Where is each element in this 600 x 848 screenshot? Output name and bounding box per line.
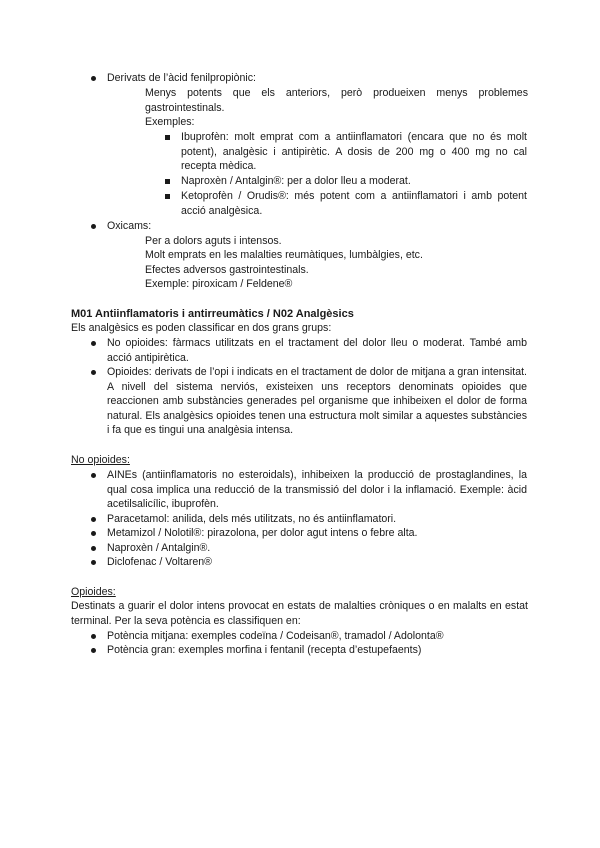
bullet-dot <box>91 517 96 522</box>
bullet-dot <box>91 560 96 565</box>
no-opioides-title: No opioides: <box>71 454 130 466</box>
bullet-dot <box>91 370 96 375</box>
bullet-dot <box>91 341 96 346</box>
square-bullet <box>165 135 170 140</box>
fenil-title: Derivats de l’àcid fenilpropiònic: <box>107 72 256 84</box>
no-opioides-item-aines: AINEs (antiinflamatoris no esteroidals), inhibeixen la producció de prostaglandines, la qual cosa implica una reducció de la transmissió del dolor i la inflamació. Exemple: àcid acetilsalicílic, ibuprofèn. <box>107 469 527 511</box>
no-opioides-item-metamizol: Metamizol / Nolotil®: pirazolona, per dolor agut intens o febre alta. <box>107 527 418 539</box>
fenil-item-naproxen: Naproxèn / Antalgin®: per a dolor lleu a moderat. <box>181 175 411 187</box>
section-bullet-opioides: Opioides: derivats de l’opi i indicats en el tractament de dolor de mitjana a gran intensitat. A nivell del sistema nerviós, existeixen uns receptors denominats opioides que reaccionen amb substàncies generades pel organisme que inhibeixen el dolor de forma natural. Els analgèsics opioides tenen una estructura molt similar a aquestes substàncies i fa que es tingui una analgèsia intensa. <box>107 366 527 437</box>
fenil-item-ibuprofen: Ibuprofèn: molt emprat com a antiinflamatori (encara que no és molt potent), analgèsic i antipirètic. A dosis de 200 mg o 400 mg no cal recepta mèdica. <box>181 131 527 173</box>
fenil-description: Menys potents que els anteriors, però produeixen menys problemes gastrointestinals. <box>145 87 528 114</box>
fenil-item-ketoprofen: Ketoprofèn / Orudis®: més potent com a antiinflamatori i amb potent acció analgèsica. <box>181 190 527 217</box>
section-intro: Els analgèsics es poden classificar en dos grans grups: <box>71 322 332 334</box>
section-heading: M01 Antiinflamatoris i antirreumàtics / N02 Analgèsics <box>71 308 354 320</box>
square-bullet <box>165 179 170 184</box>
bullet-dot <box>91 531 96 536</box>
oxicams-line: Molt emprats en les malalties reumàtiques, lumbàlgies, etc. <box>145 249 423 261</box>
bullet-dot <box>91 473 96 478</box>
section-bullet-no-opioides: No opioides: fàrmacs utilitzats en el tractament del dolor lleu o moderat. També amb acció antipirètica. <box>107 337 527 364</box>
no-opioides-item-diclofenac: Diclofenac / Voltaren® <box>107 556 212 568</box>
no-opioides-item-paracetamol: Paracetamol: anilida, dels més utilitzats, no és antiinflamatori. <box>107 513 397 525</box>
oxicams-line: Per a dolors aguts i intensos. <box>145 235 282 247</box>
bullet-dot <box>91 546 96 551</box>
bullet-dot <box>91 648 96 653</box>
bullet-dot <box>91 634 96 639</box>
opioides-item-gran: Potència gran: exemples morfina i fentanil (recepta d’estupefaents) <box>107 644 422 656</box>
oxicams-title: Oxicams: <box>107 220 152 232</box>
opioides-description: Destinats a guarir el dolor intens provocat en estats de malalties cròniques o en malalts en estat terminal. Per la seva potència es classifiquen en: <box>71 600 528 627</box>
no-opioides-item-naproxen: Naproxèn / Antalgin®. <box>107 542 211 554</box>
opioides-item-mitjana: Potència mitjana: exemples codeïna / Codeisan®, tramadol / Adolonta® <box>107 630 444 642</box>
bullet-dot <box>91 224 96 229</box>
bullet-dot <box>91 76 96 81</box>
opioides-title: Opioides: <box>71 586 116 598</box>
oxicams-line: Efectes adversos gastrointestinals. <box>145 264 309 276</box>
fenil-examples-label: Exemples: <box>145 116 195 128</box>
square-bullet <box>165 194 170 199</box>
oxicams-line: Exemple: piroxicam / Feldene® <box>145 278 293 290</box>
